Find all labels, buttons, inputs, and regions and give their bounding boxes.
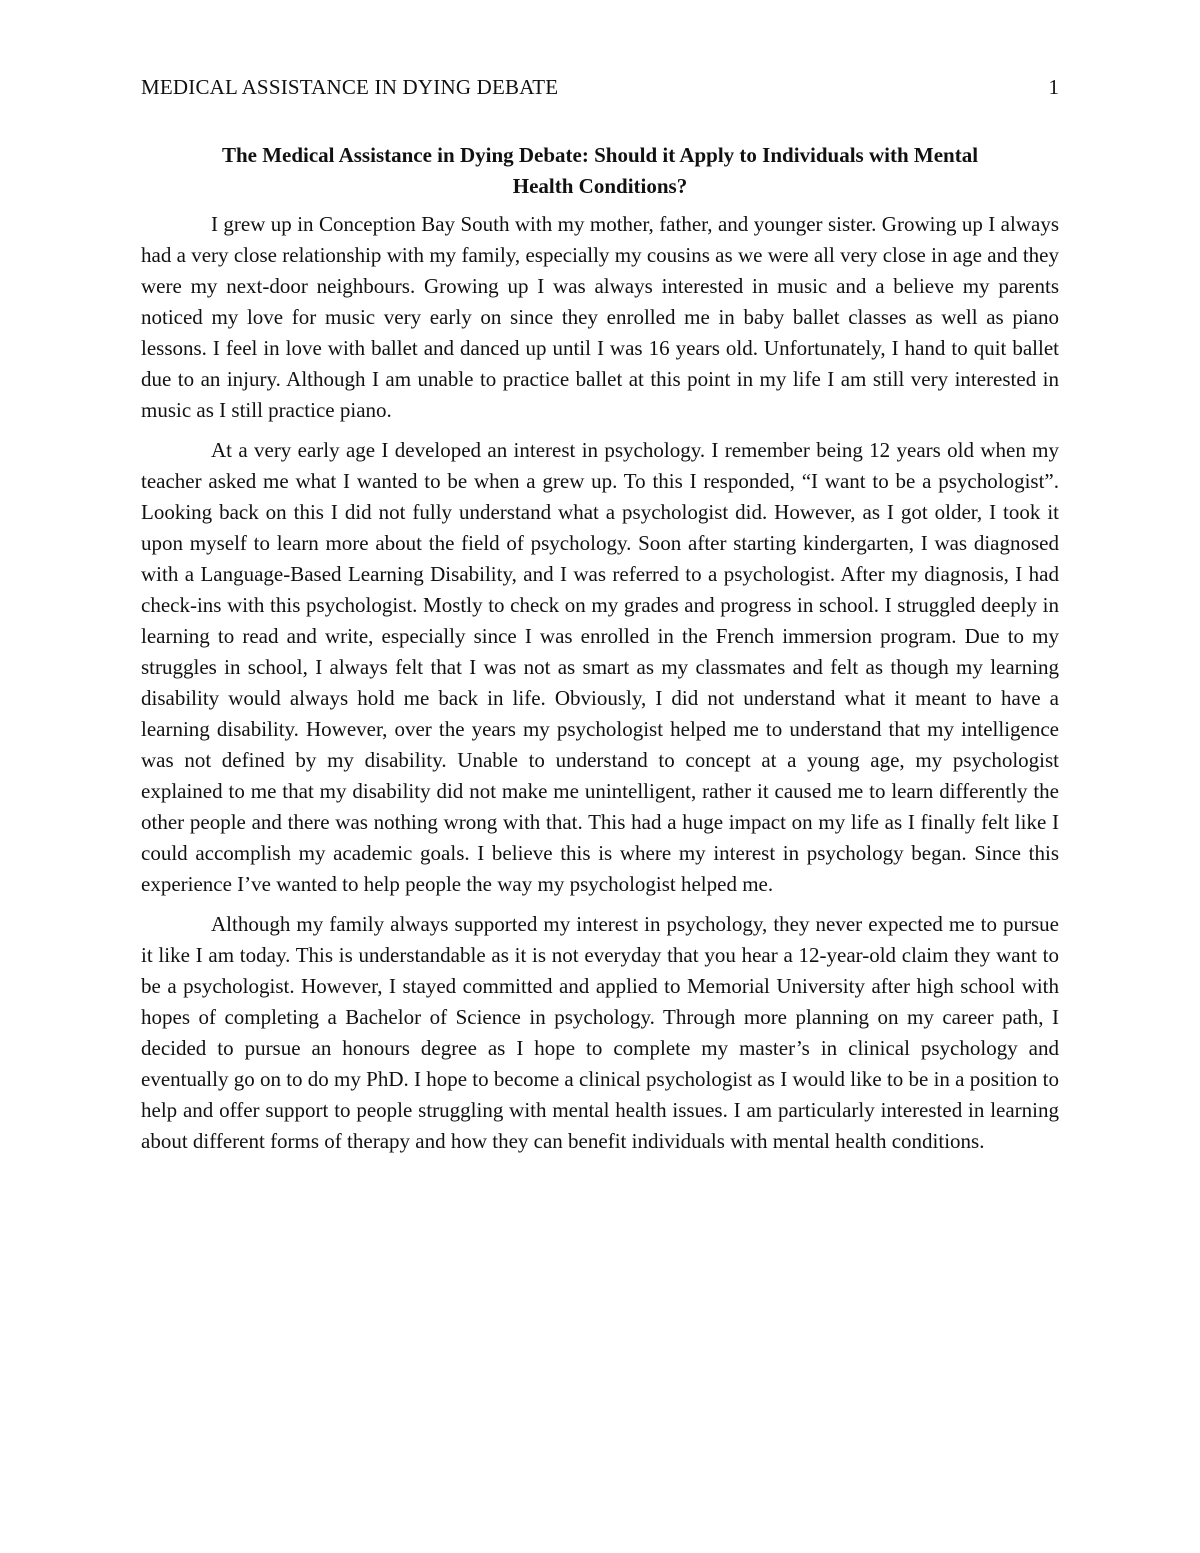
page-number: 1 [1048, 75, 1059, 99]
paragraph-2: At a very early age I developed an interest in psychology. I remember being 12 years old when my teacher asked me what I wanted to be when a grew up. To this I responded, “I want to be a psychologist”. Looking back on this I did not fully understand what a psychologist did. However, as I got older, I took it upon myself to learn more about the field of psychology. Soon after starting kindergarten, I was diagnosed with a Language-Based Learning Disability, and I was referred to a psychologist. After my diagnosis, I had check-ins with this psychologist. Mostly to check on my grades and progress in school. I struggled deeply in learning to read and write, especially since I was enrolled in the French immersion program. Due to my struggles in school, I always felt that I was not as smart as my classmates and felt as though my learning disability would always hold me back in life. Obviously, I did not understand what it meant to have a learning disability. However, over the years my psychologist helped me to understand that my intelligence was not defined by my disability. Unable to understand to concept at a young age, my psychologist explained to me that my disability did not make me unintelligent, rather it caused me to learn differently the other people and there was nothing wrong with that. This had a huge impact on my life as I finally felt like I could accomplish my academic goals. I believe this is where my interest in psychology began. Since this experience I’ve wanted to help people the way my psychologist helped me. [141, 438, 1059, 896]
paragraph-1: I grew up in Conception Bay South with my mother, father, and younger sister. Growing up I always had a very close relationship with my family, especially my cousins as we were all very close in age and they were my next-door neighbours. Growing up I was always interested in music and a believe my parents noticed my love for music very early on since they enrolled me in baby ballet classes as well as piano lessons. I feel in love with ballet and danced up until I was 16 years old. Unfortunately, I hand to quit ballet due to an injury. Although I am unable to practice ballet at this point in my life I am still very interested in music as I still practice piano. [141, 212, 1059, 422]
paragraph-3: Although my family always supported my interest in psychology, they never expected me to pursue it like I am today. This is understandable as it is not everyday that you hear a 12-year-old claim they want to be a psychologist. However, I stayed committed and applied to Memorial University after high school with hopes of completing a Bachelor of Science in psychology. Through more planning on my career path, I decided to pursue an honours degree as I hope to complete my master’s in clinical psychology and eventually go on to do my PhD. I hope to become a clinical psychologist as I would like to be in a position to help and offer support to people struggling with mental health issues. I am particularly interested in learning about different forms of therapy and how they can benefit individuals with mental health conditions. [141, 912, 1060, 1153]
document-title [141, 140, 1059, 202]
running-head-title: MEDICAL ASSISTANCE IN DYING DEBATE [141, 75, 559, 99]
document-title-line-2: Health Conditions? [512, 174, 688, 198]
running-head [141, 72, 1059, 102]
document-body [141, 140, 1059, 1157]
document-title-line-1: The Medical Assistance in Dying Debate: Should it Apply to Individuals with Mental [221, 143, 979, 167]
